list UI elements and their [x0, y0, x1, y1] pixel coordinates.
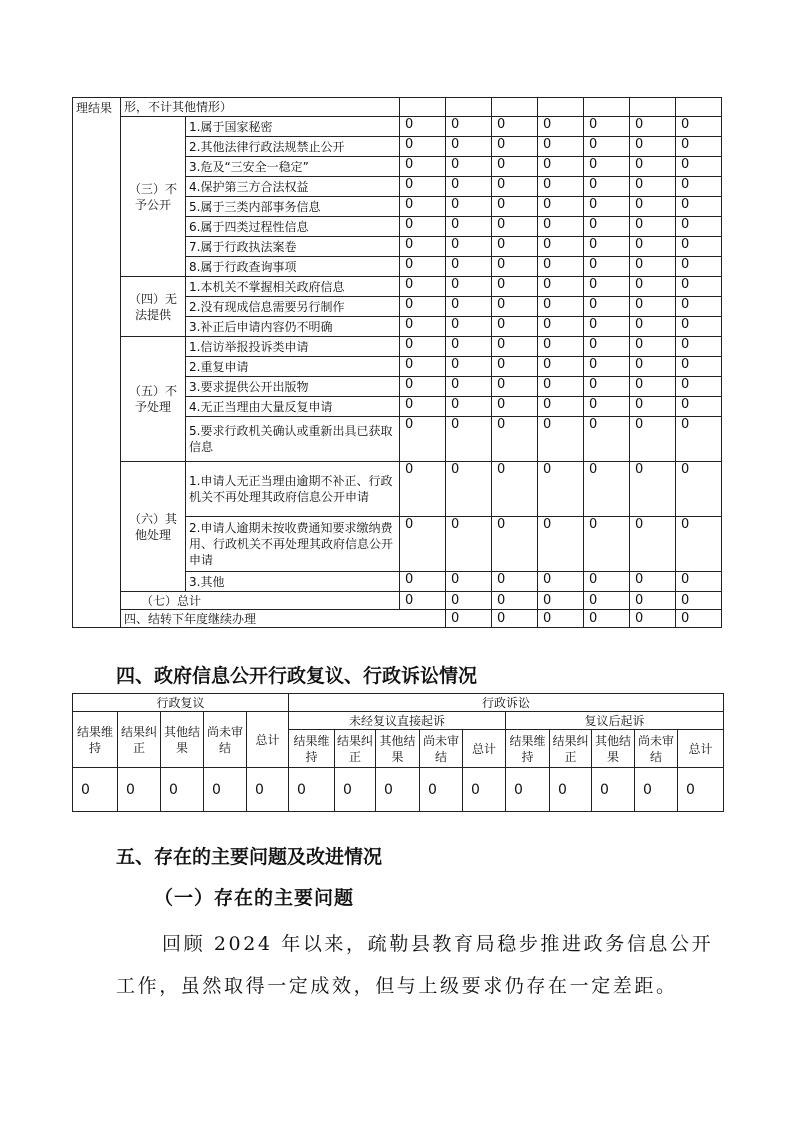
carry-label: 四、结转下年度继续办理 [121, 610, 446, 628]
value-cell: 0 [492, 177, 538, 197]
value-cell: 0 [446, 257, 492, 277]
review-col: 其他结果 [161, 712, 204, 768]
value-cell: 0 [538, 337, 584, 357]
review-lawsuit-value: 0 [420, 768, 463, 812]
value-cell: 0 [538, 157, 584, 177]
review-lawsuit-value: 0 [289, 768, 335, 812]
group-label: （六）其他处理 [121, 462, 186, 592]
value-cell: 0 [630, 377, 676, 397]
item-label: 1.申请人无正当理由逾期不补正、行政机关不再处理其政府信息公开申请 [186, 462, 400, 517]
value-cell: 0 [400, 217, 446, 237]
value-cell: 0 [492, 337, 538, 357]
direct-col: 其他结果 [376, 730, 420, 768]
value-cell: 0 [584, 417, 630, 462]
total-value: 0 [492, 592, 538, 610]
value-cell: 0 [538, 517, 584, 572]
value-cell: 0 [630, 277, 676, 297]
item-label: 2.重复申请 [186, 357, 400, 377]
direct-header: 未经复议直接起诉 [289, 712, 506, 730]
item-label: 1.属于国家秘密 [186, 117, 400, 137]
value-cell: 0 [584, 337, 630, 357]
value-cell: 0 [584, 397, 630, 417]
value-cell: 0 [584, 237, 630, 257]
value-cell: 0 [676, 237, 722, 257]
total-value: 0 [538, 592, 584, 610]
value-cell: 0 [538, 277, 584, 297]
value-cell: 0 [446, 277, 492, 297]
direct-col: 结果维持 [289, 730, 335, 768]
review-lawsuit-value: 0 [204, 768, 247, 812]
value-cell: 0 [676, 217, 722, 237]
total-value: 0 [630, 592, 676, 610]
value-cell: 0 [630, 517, 676, 572]
row-top-note: 形，不计其他情形） [121, 98, 400, 117]
value-cell: 0 [538, 137, 584, 157]
item-label: 1.信访举报投诉类申请 [186, 337, 400, 357]
review-lawsuit-value: 0 [550, 768, 592, 812]
value-cell: 0 [584, 462, 630, 517]
value-cell: 0 [492, 517, 538, 572]
item-label: 6.属于四类过程性信息 [186, 217, 400, 237]
review-lawsuit-value: 0 [592, 768, 635, 812]
review-lawsuit-value: 0 [118, 768, 161, 812]
value-cell: 0 [400, 317, 446, 337]
result-table [72, 97, 722, 628]
total-value: 0 [584, 592, 630, 610]
value-cell: 0 [584, 297, 630, 317]
item-label: 2.申请人逾期未按收费通知要求缴纳费用、行政机关不再处理其政府信息公开申请 [186, 517, 400, 572]
item-label: 4.无正当理由大量反复申请 [186, 397, 400, 417]
value-cell: 0 [584, 177, 630, 197]
item-label: 5.要求行政机关确认或重新出具已获取信息 [186, 417, 400, 462]
value-cell: 0 [676, 297, 722, 317]
value-cell: 0 [446, 417, 492, 462]
value-cell: 0 [538, 297, 584, 317]
value-cell: 0 [492, 377, 538, 397]
value-cell: 0 [446, 572, 492, 592]
value-cell: 0 [630, 217, 676, 237]
review-lawsuit-value: 0 [73, 768, 118, 812]
review-col: 尚未审结 [204, 712, 247, 768]
value-cell: 0 [400, 397, 446, 417]
item-label: 3.要求提供公开出版物 [186, 377, 400, 397]
value-cell: 0 [676, 177, 722, 197]
value-cell: 0 [446, 297, 492, 317]
value-cell: 0 [492, 197, 538, 217]
value-cell: 0 [492, 257, 538, 277]
value-cell: 0 [400, 377, 446, 397]
after-col: 总计 [678, 730, 724, 768]
carry-value: 0 [676, 610, 722, 628]
value-cell: 0 [676, 357, 722, 377]
value-cell: 0 [446, 357, 492, 377]
value-cell: 0 [584, 197, 630, 217]
value-cell: 0 [538, 177, 584, 197]
value-cell: 0 [538, 237, 584, 257]
item-label: 2.其他法律行政法规禁止公开 [186, 137, 400, 157]
value-cell: 0 [492, 137, 538, 157]
value-cell: 0 [630, 117, 676, 137]
value-cell: 0 [492, 317, 538, 337]
item-label: 4.保护第三方合法权益 [186, 177, 400, 197]
total-label: （七）总计 [121, 592, 400, 610]
item-label: 1.本机关不掌握相关政府信息 [186, 277, 400, 297]
value-cell: 0 [446, 197, 492, 217]
value-cell: 0 [630, 397, 676, 417]
value-cell: 0 [630, 197, 676, 217]
value-cell: 0 [676, 572, 722, 592]
value-cell: 0 [446, 317, 492, 337]
item-label: 3.补正后申请内容仍不明确 [186, 317, 400, 337]
value-cell: 0 [492, 462, 538, 517]
value-cell: 0 [676, 377, 722, 397]
carry-value: 0 [630, 610, 676, 628]
value-cell: 0 [400, 157, 446, 177]
value-cell: 0 [492, 357, 538, 377]
value-cell: 0 [676, 257, 722, 277]
value-cell: 0 [584, 317, 630, 337]
paragraph-line-1: 回顾 2024 年以来，疏勒县教育局稳步推进政务信息公开 [162, 933, 714, 955]
value-cell: 0 [676, 517, 722, 572]
value-cell: 0 [584, 137, 630, 157]
value-cell: 0 [492, 397, 538, 417]
value-cell: 0 [446, 177, 492, 197]
value-cell: 0 [630, 417, 676, 462]
group-label: （四）无法提供 [121, 277, 186, 337]
value-cell: 0 [538, 462, 584, 517]
value-cell: 0 [492, 572, 538, 592]
value-cell: 0 [630, 237, 676, 257]
group-label: （五）不予处理 [121, 337, 186, 462]
after-col: 尚未审结 [635, 730, 678, 768]
value-cell: 0 [400, 297, 446, 317]
value-cell: 0 [492, 297, 538, 317]
value-cell: 0 [630, 137, 676, 157]
value-cell: 0 [446, 137, 492, 157]
section4-title: 四、政府信息公开行政复议、行政诉讼情况 [116, 665, 478, 687]
subsection1-title: （一）存在的主要问题 [154, 887, 355, 909]
review-lawsuit-table [72, 693, 724, 812]
value-cell: 0 [400, 517, 446, 572]
value-cell: 0 [400, 357, 446, 377]
value-cell: 0 [584, 257, 630, 277]
after-col: 结果纠正 [550, 730, 592, 768]
value-cell: 0 [492, 237, 538, 257]
item-label: 5.属于三类内部事务信息 [186, 197, 400, 217]
review-lawsuit-value: 0 [506, 768, 550, 812]
value-cell: 0 [538, 257, 584, 277]
lawsuit-header: 行政诉讼 [289, 694, 724, 712]
value-cell: 0 [584, 357, 630, 377]
review-col: 总计 [247, 712, 289, 768]
review-lawsuit-value: 0 [247, 768, 289, 812]
value-cell: 0 [676, 157, 722, 177]
after-col: 其他结果 [592, 730, 635, 768]
section5-title: 五、存在的主要问题及改进情况 [116, 846, 383, 868]
review-lawsuit-value: 0 [161, 768, 204, 812]
value-cell: 0 [630, 157, 676, 177]
review-lawsuit-value: 0 [463, 768, 506, 812]
value-cell: 0 [630, 337, 676, 357]
review-header: 行政复议 [73, 694, 289, 712]
value-cell: 0 [584, 117, 630, 137]
value-cell: 0 [676, 397, 722, 417]
value-cell: 0 [492, 157, 538, 177]
value-cell: 0 [400, 177, 446, 197]
value-cell: 0 [446, 377, 492, 397]
value-cell: 0 [630, 177, 676, 197]
total-value: 0 [676, 592, 722, 610]
paragraph-line-2: 工作，虽然取得一定成效，但与上级要求仍存在一定差距。 [116, 975, 678, 997]
value-cell: 0 [538, 377, 584, 397]
value-cell: 0 [630, 257, 676, 277]
carry-value: 0 [538, 610, 584, 628]
row-header-result: 理结果 [73, 98, 121, 628]
review-col: 结果维持 [73, 712, 118, 768]
group-label: （三）不予公开 [121, 117, 186, 277]
value-cell: 0 [446, 117, 492, 137]
value-cell: 0 [400, 277, 446, 297]
value-cell: 0 [538, 357, 584, 377]
value-cell: 0 [676, 277, 722, 297]
review-lawsuit-value: 0 [376, 768, 420, 812]
value-cell: 0 [400, 197, 446, 217]
carry-value: 0 [446, 610, 492, 628]
value-cell: 0 [400, 572, 446, 592]
value-cell: 0 [584, 217, 630, 237]
value-cell: 0 [538, 397, 584, 417]
value-cell: 0 [400, 237, 446, 257]
value-cell: 0 [446, 462, 492, 517]
review-lawsuit-value: 0 [635, 768, 678, 812]
value-cell: 0 [492, 217, 538, 237]
value-cell: 0 [630, 317, 676, 337]
direct-col: 尚未审结 [420, 730, 463, 768]
value-cell: 0 [400, 462, 446, 517]
value-cell: 0 [584, 517, 630, 572]
item-label: 2.没有现成信息需要另行制作 [186, 297, 400, 317]
value-cell: 0 [630, 357, 676, 377]
value-cell: 0 [492, 277, 538, 297]
value-cell: 0 [538, 572, 584, 592]
value-cell: 0 [538, 117, 584, 137]
value-cell: 0 [446, 157, 492, 177]
direct-col: 总计 [463, 730, 506, 768]
value-cell: 0 [446, 217, 492, 237]
direct-col: 结果纠正 [335, 730, 376, 768]
review-col: 结果纠正 [118, 712, 161, 768]
item-label: 7.属于行政执法案卷 [186, 237, 400, 257]
item-label: 3.危及“三安全一稳定” [186, 157, 400, 177]
value-cell: 0 [492, 117, 538, 137]
value-cell: 0 [446, 517, 492, 572]
value-cell: 0 [676, 462, 722, 517]
value-cell: 0 [584, 277, 630, 297]
value-cell: 0 [400, 117, 446, 137]
value-cell: 0 [400, 417, 446, 462]
value-cell: 0 [446, 237, 492, 257]
value-cell: 0 [492, 417, 538, 462]
carry-value: 0 [492, 610, 538, 628]
value-cell: 0 [538, 217, 584, 237]
value-cell: 0 [584, 157, 630, 177]
value-cell: 0 [400, 337, 446, 357]
value-cell: 0 [630, 297, 676, 317]
value-cell: 0 [584, 377, 630, 397]
item-label: 3.其他 [186, 572, 400, 592]
value-cell: 0 [446, 337, 492, 357]
value-cell: 0 [676, 197, 722, 217]
value-cell: 0 [446, 397, 492, 417]
value-cell: 0 [538, 317, 584, 337]
value-cell: 0 [676, 117, 722, 137]
value-cell: 0 [538, 417, 584, 462]
value-cell: 0 [584, 572, 630, 592]
value-cell: 0 [400, 257, 446, 277]
after-header: 复议后起诉 [506, 712, 724, 730]
value-cell: 0 [676, 337, 722, 357]
value-cell: 0 [538, 197, 584, 217]
review-lawsuit-value: 0 [678, 768, 724, 812]
item-label: 8.属于行政查询事项 [186, 257, 400, 277]
value-cell: 0 [630, 462, 676, 517]
value-cell: 0 [400, 137, 446, 157]
value-cell: 0 [630, 572, 676, 592]
carry-value: 0 [584, 610, 630, 628]
total-value: 0 [446, 592, 492, 610]
value-cell: 0 [676, 417, 722, 462]
total-value: 0 [400, 592, 446, 610]
value-cell: 0 [676, 317, 722, 337]
after-col: 结果维持 [506, 730, 550, 768]
review-lawsuit-value: 0 [335, 768, 376, 812]
value-cell: 0 [676, 137, 722, 157]
